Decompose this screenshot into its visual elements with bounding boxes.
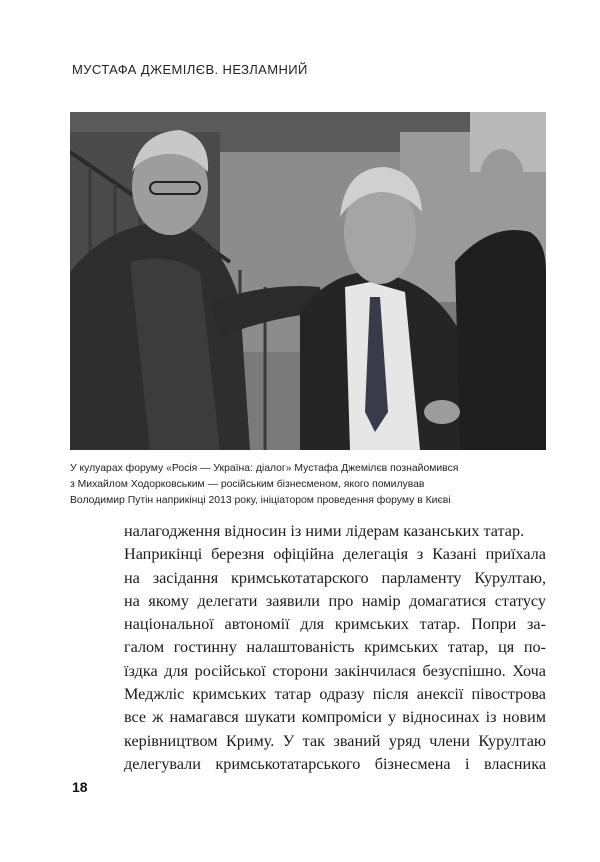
caption-line: з Михайлом Ходорковським — російським бізнесменом, якого помилував: [70, 479, 425, 490]
body-line: Наприкінці березня офіційна делегація з Казані приїхала: [124, 545, 546, 564]
body-line: національної автономії для кримських татар. Попри за-: [124, 615, 546, 634]
caption-line: Володимир Путін наприкінці 2013 року, ініціатором проведення форуму в Києві: [70, 495, 451, 506]
body-line: делегували кримськотатарського бізнесмена і власника: [124, 754, 546, 773]
photograph: [70, 112, 546, 450]
body-line: Меджліс кримських татар одразу після анексії півострова: [124, 685, 546, 704]
body-line: налагодження відносин із ними лідерам казанських татар.: [124, 522, 525, 540]
photo-caption: [70, 461, 546, 509]
body-line: все ж намагався шукати компроміси у відносинах із новим: [124, 708, 546, 727]
caption-line: У кулуарах форуму «Росія — Україна: діалог» Мустафа Джемілєв познайомився: [70, 463, 459, 474]
body-text: [124, 520, 546, 776]
running-head: МУСТАФА ДЖЕМІЛЄВ. НЕЗЛАМНИЙ: [72, 62, 308, 77]
page-number: 18: [72, 779, 88, 795]
body-line: на якому делегати заявили про намір домагатися статусу: [124, 591, 546, 610]
body-line: на засідання кримськотатарского парламенту Курултаю,: [124, 568, 546, 587]
body-line: їздка для російської сторони закінчилася безуспішно. Хоча: [124, 661, 546, 680]
body-line: галом гостинну налаштованість кримських татар, ця по-: [124, 638, 546, 657]
body-line: керівництвом Криму. У так званий уряд члени Курултаю: [124, 731, 546, 750]
